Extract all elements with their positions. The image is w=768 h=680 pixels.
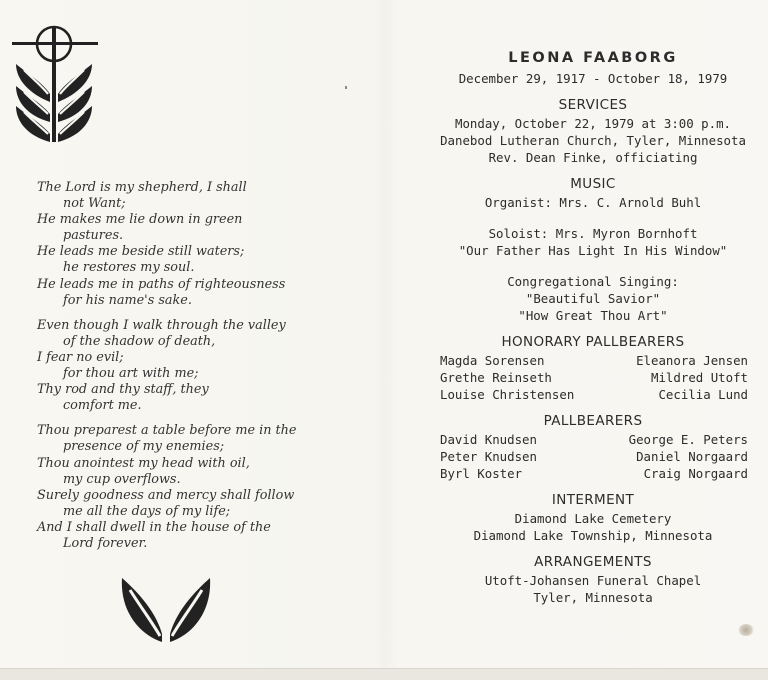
honorary-pallbearer: Mildred Utoft bbox=[651, 370, 748, 385]
psalm-23-text bbox=[37, 180, 337, 561]
funeral-home-location: Tyler, Minnesota bbox=[533, 590, 653, 605]
service-location: Danebod Lutheran Church, Tyler, Minnesota bbox=[440, 133, 746, 148]
hymn-1: "Beautiful Savior" bbox=[525, 291, 661, 306]
psalm-line: Lord forever. bbox=[63, 535, 148, 551]
service-date: Monday, October 22, 1979 at 3:00 p.m. bbox=[454, 116, 731, 131]
psalm-line: Surely goodness and mercy shall follow bbox=[37, 487, 295, 503]
psalm-line: Thou preparest a table before me in the bbox=[37, 423, 297, 439]
pallbearers-list bbox=[418, 431, 768, 482]
psalm-stanza bbox=[37, 180, 337, 309]
interment-heading: INTERMENT bbox=[551, 492, 635, 508]
pallbearer: Byrl Koster bbox=[440, 466, 523, 481]
honorary-pallbearer: Grethe Reinseth bbox=[440, 370, 552, 385]
psalm-line: He makes me lie down in green bbox=[37, 212, 243, 228]
psalm-stanza bbox=[37, 318, 337, 415]
soloist: Soloist: Mrs. Myron Bornhoft bbox=[488, 226, 698, 241]
card-bottom-edge bbox=[0, 668, 768, 680]
psalm-line: my cup overflows. bbox=[63, 471, 181, 487]
psalm-line: pastures. bbox=[63, 228, 124, 244]
psalm-line: And I shall dwell in the house of the bbox=[37, 519, 271, 535]
deceased-name: LEONA FAABORG bbox=[508, 50, 678, 66]
psalm-line: for thou art with me; bbox=[63, 366, 199, 382]
psalm-line: me all the days of my life; bbox=[63, 503, 231, 519]
honorary-pallbearer: Cecilia Lund bbox=[658, 387, 748, 402]
psalm-line: Thy rod and thy staff, they bbox=[37, 382, 209, 398]
services-heading: SERVICES bbox=[558, 97, 628, 113]
pallbearer: Peter Knudsen bbox=[440, 449, 537, 464]
psalm-line: not Want; bbox=[63, 196, 126, 212]
pallbearer: George E. Peters bbox=[628, 432, 748, 447]
psalm-line: he restores my soul. bbox=[63, 260, 195, 276]
life-dates: December 29, 1917 - October 18, 1979 bbox=[458, 71, 728, 86]
service-officiant: Rev. Dean Finke, officiating bbox=[488, 150, 698, 165]
psalm-line: for his name's sake. bbox=[63, 292, 192, 308]
psalm-stanza bbox=[37, 423, 337, 552]
leaves-icon bbox=[116, 574, 216, 644]
psalm-line: He leads me in paths of righteousness bbox=[37, 276, 286, 292]
cross-with-leaves-icon bbox=[12, 24, 98, 148]
psalm-line: The Lord is my shepherd, I shall bbox=[37, 180, 247, 195]
cemetery-location: Diamond Lake Township, Minnesota bbox=[473, 528, 713, 543]
psalm-line: I fear no evil; bbox=[37, 349, 124, 365]
pallbearer: David Knudsen bbox=[440, 432, 537, 447]
pallbearer: Craig Norgaard bbox=[643, 466, 748, 481]
honorary-pallbearers-list bbox=[418, 352, 768, 403]
psalm-line: Even though I walk through the valley bbox=[37, 317, 286, 333]
honorary-pallbearer: Eleanora Jensen bbox=[636, 353, 748, 368]
pallbearer: Daniel Norgaard bbox=[636, 449, 748, 464]
hymn-2: "How Great Thou Art" bbox=[518, 308, 668, 323]
music-heading: MUSIC bbox=[570, 176, 616, 192]
arrangements-heading: ARRANGEMENTS bbox=[534, 554, 652, 570]
psalm-line: comfort me. bbox=[63, 398, 142, 414]
pallbearers-heading: PALLBEARERS bbox=[543, 413, 643, 429]
paper-smudge bbox=[738, 624, 754, 636]
service-details bbox=[418, 50, 768, 606]
solo-song: "Our Father Has Light In His Window" bbox=[458, 243, 728, 258]
psalm-line: of the shadow of death, bbox=[63, 333, 216, 349]
organist: Organist: Mrs. C. Arnold Buhl bbox=[484, 195, 702, 210]
psalm-line: Thou anointest my head with oil, bbox=[37, 455, 250, 471]
cemetery: Diamond Lake Cemetery bbox=[514, 511, 672, 526]
honorary-pallbearer: Magda Sorensen bbox=[440, 353, 545, 368]
honorary-pallbearer: Louise Christensen bbox=[440, 387, 575, 402]
honorary-pallbearers-heading: HONORARY PALLBEARERS bbox=[501, 334, 685, 350]
funeral-home: Utoft-Johansen Funeral Chapel bbox=[484, 573, 702, 588]
paper-speck bbox=[345, 86, 347, 89]
psalm-line: He leads me beside still waters; bbox=[37, 244, 245, 260]
psalm-line: presence of my enemies; bbox=[63, 439, 225, 455]
congregational-singing: Congregational Singing: bbox=[507, 274, 679, 289]
